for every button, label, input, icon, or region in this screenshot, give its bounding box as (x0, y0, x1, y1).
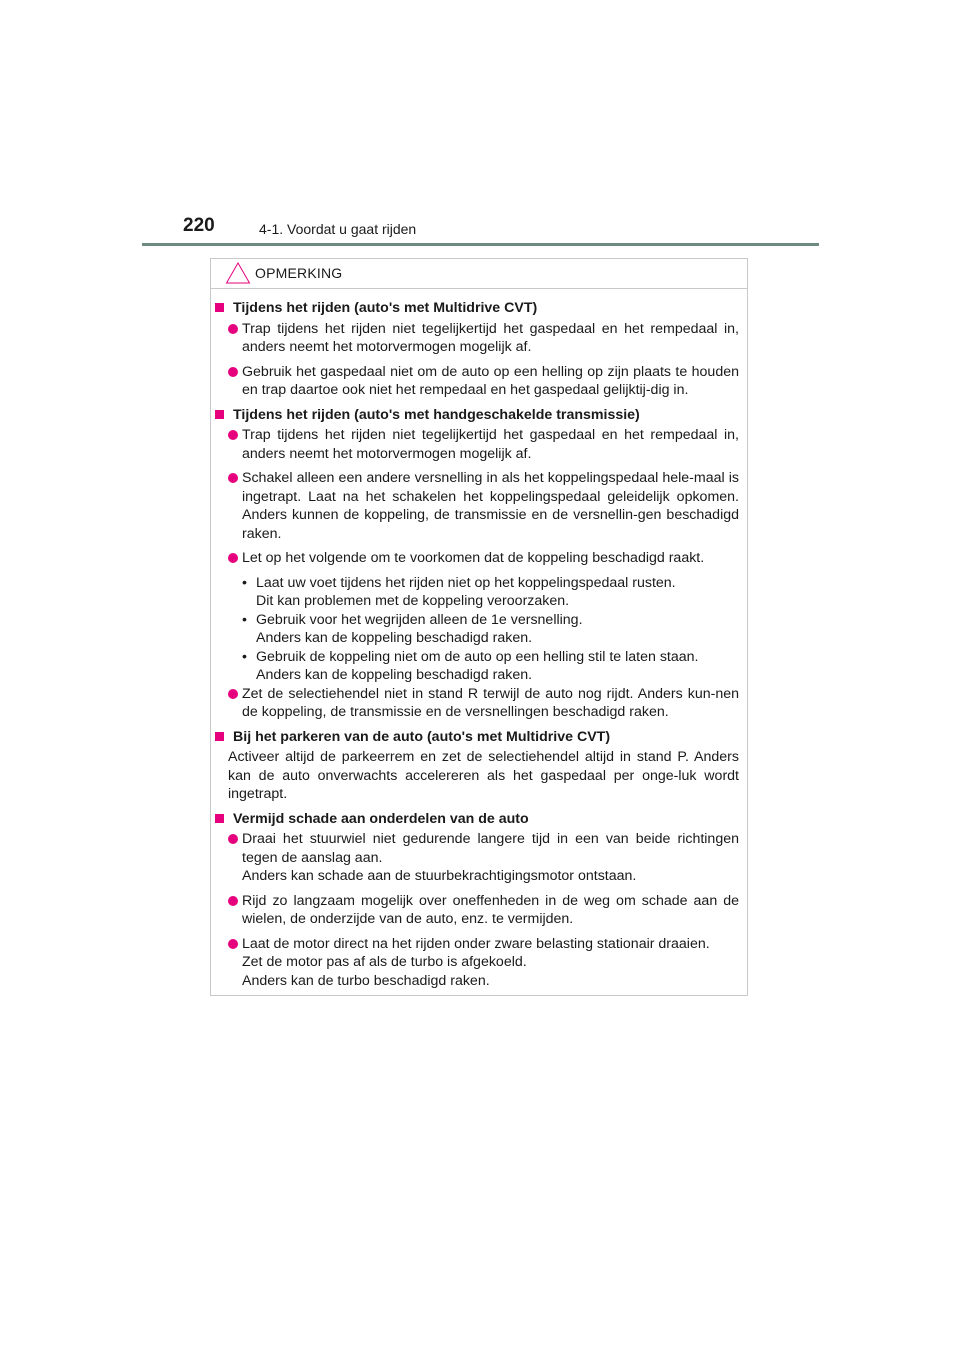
notice-header (211, 259, 747, 289)
notice-box (210, 258, 748, 996)
list-item: Schakel alleen een andere versnelling in als het koppelingspedaal hele-maal is ingetrapt. Laat na het schakelen het koppelingspedaal geleidelijk opkomen. Anders kunnen de koppeling, de transmissie en de versnellin-gen beschadigd raken. (228, 469, 739, 543)
notice-title: OPMERKING (255, 265, 343, 281)
square-bullet-icon (215, 732, 224, 741)
section-heading: Tijdens het rijden (auto's met Multidrive CVT) (214, 299, 747, 318)
square-bullet-icon (215, 303, 224, 312)
list-item: Laat de motor direct na het rijden onder zware belasting stationair draaien. Zet de motor pas af als de turbo is afgekoeld. Anders kan de turbo beschadigd raken. (228, 935, 739, 991)
dot-marker: • (242, 611, 247, 628)
list-item: Gebruik het gaspedaal niet om de auto op een helling op zijn plaats te houden en trap daartoe ook niet het rempedaal en het gaspedaal gelijktij-dig in. (228, 363, 739, 400)
circle-bullet-icon (228, 430, 238, 440)
paragraph: Activeer altijd de parkeerrem en zet de selectiehendel altijd in stand P. Anders kan de auto onverwachts accelereren als het gaspedaal per onge-luk wordt ingetrapt. (228, 749, 739, 802)
list-item: Trap tijdens het rijden niet tegelijkertijd het gaspedaal en het rempedaal in, anders neemt het motorvermogen mogelijk af. (228, 320, 739, 357)
page-number: 220 (183, 215, 215, 236)
circle-bullet-icon (228, 367, 238, 377)
list-item: Rijd zo langzaam mogelijk over oneffenheden in de weg om schade aan de wielen, de onderzijde van de auto, enz. te vermijden. (228, 892, 739, 929)
section-heading: Vermijd schade aan onderdelen van de auto (214, 810, 747, 829)
square-bullet-icon (215, 814, 224, 823)
circle-bullet-icon (228, 896, 238, 906)
list-item: Trap tijdens het rijden niet tegelijkertijd het gaspedaal en het rempedaal in, anders neemt het motorvermogen mogelijk af. (228, 426, 739, 463)
circle-bullet-icon (228, 473, 238, 483)
list-item: Draai het stuurwiel niet gedurende langere tijd in een van beide richtingen tegen de aanslag aan. Anders kan schade aan de stuurbekrachtigingsmotor ontstaan. (228, 830, 739, 886)
circle-bullet-icon (228, 324, 238, 334)
sub-list-item: • Laat uw voet tijdens het rijden niet op het koppelingspedaal rusten. Dit kan problemen met de koppeling veroorzaken. (242, 574, 676, 609)
notice-body (211, 299, 747, 996)
square-bullet-icon (215, 410, 224, 419)
section-title: 4-1. Voordat u gaat rijden (259, 221, 417, 237)
list-item: Let op het volgende om te voorkomen dat de koppeling beschadigd raakt. (228, 549, 739, 568)
section-heading: Bij het parkeren van de auto (auto's met Multidrive CVT) (214, 728, 747, 747)
circle-bullet-icon (228, 689, 238, 699)
warning-triangle-icon (225, 261, 251, 285)
sub-list-item: • Gebruik voor het wegrijden alleen de 1e versnelling. Anders kan de koppeling beschadigd raken. (242, 611, 583, 646)
header-rule (142, 243, 819, 246)
circle-bullet-icon (228, 939, 238, 949)
circle-bullet-icon (228, 834, 238, 844)
sub-list-item: • Gebruik de koppeling niet om de auto op een helling stil te laten staan. Anders kan de koppeling beschadigd raken. (242, 648, 699, 683)
dot-marker: • (242, 574, 247, 591)
section-heading: Tijdens het rijden (auto's met handgeschakelde transmissie) (214, 406, 747, 425)
list-item: Zet de selectiehendel niet in stand R terwijl de auto nog rijdt. Anders kun-nen de koppeling, de transmissie en de versnellingen beschadigd raken. (228, 685, 739, 722)
circle-bullet-icon (228, 553, 238, 563)
dot-marker: • (242, 648, 247, 665)
